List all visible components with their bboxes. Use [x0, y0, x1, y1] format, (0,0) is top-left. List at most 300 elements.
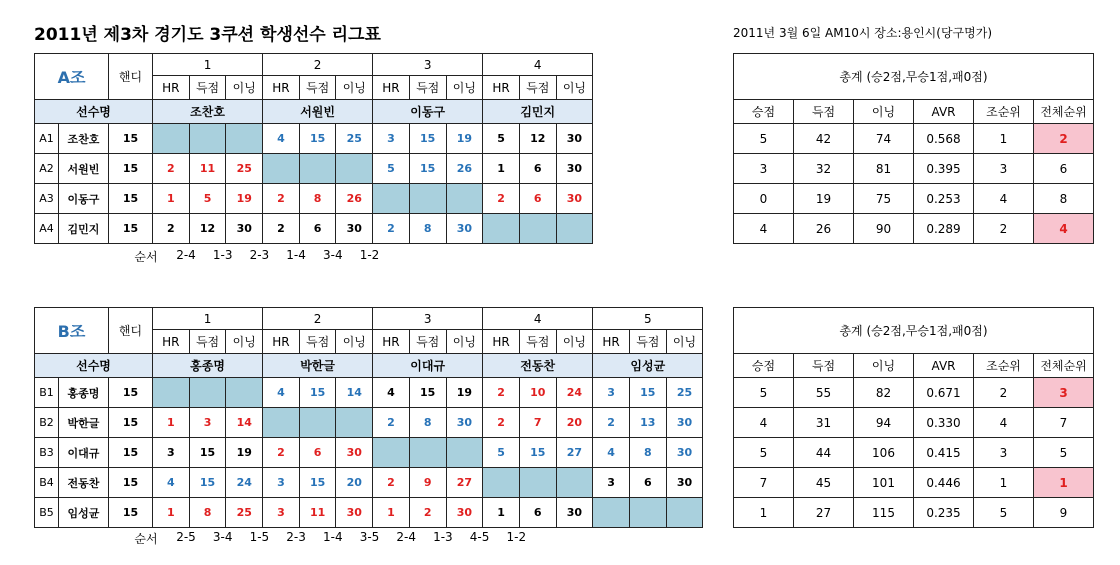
totals-column-header: 전체순위 — [1034, 100, 1094, 124]
match-result-cell: 30 — [556, 184, 593, 214]
hr-header: HR — [153, 76, 190, 100]
totals-cell: 0.671 — [914, 378, 974, 408]
group-name: B조 — [35, 308, 109, 354]
match-result-cell: 19 — [446, 124, 483, 154]
match-result-cell: 15 — [409, 154, 446, 184]
match-result-cell: 3 — [153, 438, 190, 468]
player-handi: 15 — [109, 154, 153, 184]
order-item: 1-4 — [286, 248, 306, 262]
match-result-cell: 6 — [519, 184, 556, 214]
totals-column-header: 승점 — [734, 354, 794, 378]
player-handi: 15 — [109, 498, 153, 528]
player-name: 조찬호 — [59, 124, 109, 154]
totals-cell: 0 — [734, 184, 794, 214]
totals-column-header: 승점 — [734, 100, 794, 124]
match-result-cell: 19 — [226, 438, 263, 468]
player-row — [35, 378, 703, 408]
player-handi: 15 — [109, 214, 153, 244]
match-result-cell: 6 — [519, 498, 556, 528]
score-header: 득점 — [409, 330, 446, 354]
totals-cell: 4 — [1034, 214, 1094, 244]
totals-column-header: 조순위 — [974, 354, 1034, 378]
player-row — [35, 468, 703, 498]
hr-header: HR — [373, 76, 410, 100]
match-result-cell: 25 — [226, 498, 263, 528]
match-result-cell: 1 — [483, 154, 520, 184]
match-result-cell: 30 — [446, 408, 483, 438]
order-item: 2-5 — [176, 530, 196, 544]
player-row — [35, 214, 593, 244]
totals-cell: 42 — [794, 124, 854, 154]
totals-cell: 4 — [974, 184, 1034, 214]
totals-cell: 26 — [794, 214, 854, 244]
order-item: 3-4 — [322, 248, 343, 262]
totals-cell: 1 — [974, 468, 1034, 498]
match-result-cell: 8 — [409, 214, 446, 244]
totals-cell: 0.235 — [914, 498, 974, 528]
order-item: 2-4 — [396, 530, 416, 544]
totals-cell: 1 — [734, 498, 794, 528]
match-result-cell: 26 — [336, 184, 373, 214]
inning-header: 이닝 — [336, 330, 373, 354]
totals-cell: 115 — [854, 498, 914, 528]
self-match-cell — [556, 214, 593, 244]
match-result-cell: 26 — [446, 154, 483, 184]
player-code: B4 — [35, 468, 59, 498]
group-name: A조 — [35, 54, 109, 100]
totals-row — [734, 408, 1094, 438]
opponent-number-header: 1 — [153, 54, 263, 76]
match-result-cell: 20 — [336, 468, 373, 498]
match-result-cell: 15 — [299, 124, 336, 154]
order-item: 1-5 — [249, 530, 270, 544]
totals-cell: 81 — [854, 154, 914, 184]
match-result-cell: 30 — [666, 438, 703, 468]
match-result-cell: 15 — [189, 438, 226, 468]
match-result-cell: 19 — [226, 184, 263, 214]
match-result-cell: 8 — [409, 408, 446, 438]
player-code: A1 — [35, 124, 59, 154]
player-row — [35, 498, 703, 528]
match-result-cell: 14 — [226, 408, 263, 438]
self-match-cell — [409, 184, 446, 214]
totals-cell: 75 — [854, 184, 914, 214]
match-result-cell: 3 — [189, 408, 226, 438]
totals-cell: 0.289 — [914, 214, 974, 244]
totals-cell: 82 — [854, 378, 914, 408]
opponent-number-header: 1 — [153, 308, 263, 330]
totals-cell: 4 — [734, 408, 794, 438]
match-result-cell: 30 — [556, 154, 593, 184]
totals-cell: 19 — [794, 184, 854, 214]
totals-column-header: 득점 — [794, 100, 854, 124]
order-item: 1-3 — [212, 248, 233, 262]
match-result-cell: 5 — [189, 184, 226, 214]
match-result-cell: 6 — [299, 438, 336, 468]
player-handi: 15 — [109, 408, 153, 438]
self-match-cell — [519, 214, 556, 244]
totals-cell: 0.415 — [914, 438, 974, 468]
totals-cell: 1 — [1034, 468, 1094, 498]
match-result-cell: 30 — [446, 498, 483, 528]
match-result-cell: 2 — [373, 408, 410, 438]
match-result-cell: 15 — [629, 378, 666, 408]
totals-cell: 2 — [974, 378, 1034, 408]
match-result-cell: 30 — [336, 498, 373, 528]
score-header: 득점 — [519, 76, 556, 100]
inning-header: 이닝 — [336, 76, 373, 100]
inning-header: 이닝 — [556, 330, 593, 354]
match-result-cell: 11 — [299, 498, 336, 528]
totals-cell: 5 — [734, 438, 794, 468]
order-item: 1-2 — [359, 248, 380, 262]
self-match-cell — [409, 438, 446, 468]
totals-cell: 7 — [1034, 408, 1094, 438]
match-result-cell: 30 — [556, 498, 593, 528]
totals-column-header: AVR — [914, 100, 974, 124]
totals-cell: 6 — [1034, 154, 1094, 184]
match-result-cell: 30 — [446, 214, 483, 244]
opponent-number-header: 3 — [373, 54, 483, 76]
match-result-cell: 10 — [519, 378, 556, 408]
opponent-name-header: 박한글 — [263, 354, 373, 378]
totals-cell: 2 — [974, 214, 1034, 244]
hr-header: HR — [483, 330, 520, 354]
match-result-cell: 8 — [629, 438, 666, 468]
match-result-cell: 15 — [299, 378, 336, 408]
match-result-cell: 3 — [263, 468, 300, 498]
match-result-cell: 27 — [446, 468, 483, 498]
match-result-cell: 15 — [409, 124, 446, 154]
player-handi: 15 — [109, 124, 153, 154]
match-result-cell: 24 — [226, 468, 263, 498]
match-result-cell: 25 — [336, 124, 373, 154]
match-result-cell: 2 — [153, 214, 190, 244]
match-result-cell: 3 — [263, 498, 300, 528]
hr-header: HR — [483, 76, 520, 100]
player-code: A4 — [35, 214, 59, 244]
self-match-cell — [263, 154, 300, 184]
groupA-league-table — [34, 53, 593, 244]
self-match-cell — [556, 468, 593, 498]
inning-header: 이닝 — [226, 76, 263, 100]
self-match-cell — [666, 498, 703, 528]
match-result-cell: 1 — [373, 498, 410, 528]
handi-header: 핸디 — [109, 54, 153, 100]
opponent-number-header: 5 — [593, 308, 703, 330]
player-code: B2 — [35, 408, 59, 438]
match-result-cell: 2 — [153, 154, 190, 184]
totals-cell: 2 — [1034, 124, 1094, 154]
self-match-cell — [189, 378, 226, 408]
player-name-header: 선수명 — [35, 100, 153, 124]
totals-cell: 8 — [1034, 184, 1094, 214]
player-handi: 15 — [109, 468, 153, 498]
match-result-cell: 4 — [263, 124, 300, 154]
order-label: 순서 — [134, 532, 158, 546]
totals-cell: 3 — [734, 154, 794, 184]
inning-header: 이닝 — [556, 76, 593, 100]
match-result-cell: 1 — [153, 408, 190, 438]
self-match-cell — [629, 498, 666, 528]
player-row — [35, 408, 703, 438]
self-match-cell — [519, 468, 556, 498]
totals-cell: 55 — [794, 378, 854, 408]
match-result-cell: 2 — [373, 214, 410, 244]
match-result-cell: 15 — [409, 378, 446, 408]
totals-cell: 3 — [974, 154, 1034, 184]
match-result-cell: 11 — [189, 154, 226, 184]
order-item: 3-5 — [359, 530, 380, 544]
match-result-cell: 12 — [519, 124, 556, 154]
self-match-cell — [153, 378, 190, 408]
match-result-cell: 2 — [483, 184, 520, 214]
self-match-cell — [299, 154, 336, 184]
totals-cell: 90 — [854, 214, 914, 244]
hr-header: HR — [153, 330, 190, 354]
match-result-cell: 6 — [519, 154, 556, 184]
totals-cell: 74 — [854, 124, 914, 154]
order-item: 2-4 — [176, 248, 196, 262]
totals-row — [734, 468, 1094, 498]
opponent-name-header: 김민지 — [483, 100, 593, 124]
order-item: 4-5 — [469, 530, 490, 544]
opponent-number-header: 2 — [263, 54, 373, 76]
match-result-cell: 4 — [373, 378, 410, 408]
inning-header: 이닝 — [446, 330, 483, 354]
player-row — [35, 154, 593, 184]
match-result-cell: 4 — [263, 378, 300, 408]
opponent-number-header: 3 — [373, 308, 483, 330]
match-result-cell: 1 — [153, 498, 190, 528]
page-title: 2011년 제3차 경기도 3쿠션 학생선수 리그표 — [34, 25, 381, 45]
totals-column-header: 조순위 — [974, 100, 1034, 124]
totals-cell: 4 — [974, 408, 1034, 438]
hr-header: HR — [373, 330, 410, 354]
totals-cell: 9 — [1034, 498, 1094, 528]
match-result-cell: 5 — [483, 124, 520, 154]
totals-cell: 5 — [734, 378, 794, 408]
totals-row — [734, 154, 1094, 184]
self-match-cell — [153, 124, 190, 154]
match-result-cell: 2 — [593, 408, 630, 438]
groupA-totals-table — [733, 53, 1094, 244]
match-result-cell: 3 — [373, 124, 410, 154]
totals-cell: 45 — [794, 468, 854, 498]
hr-header: HR — [263, 76, 300, 100]
self-match-cell — [483, 468, 520, 498]
match-result-cell: 20 — [556, 408, 593, 438]
totals-cell: 5 — [1034, 438, 1094, 468]
match-result-cell: 13 — [629, 408, 666, 438]
totals-row — [734, 214, 1094, 244]
totals-row — [734, 124, 1094, 154]
totals-cell: 0.253 — [914, 184, 974, 214]
match-result-cell: 6 — [299, 214, 336, 244]
player-code: B1 — [35, 378, 59, 408]
totals-column-header: AVR — [914, 354, 974, 378]
inning-header: 이닝 — [666, 330, 703, 354]
player-row — [35, 124, 593, 154]
score-header: 득점 — [299, 76, 336, 100]
opponent-number-header: 2 — [263, 308, 373, 330]
player-name: 이동구 — [59, 184, 109, 214]
score-header: 득점 — [299, 330, 336, 354]
self-match-cell — [336, 408, 373, 438]
match-result-cell: 2 — [483, 408, 520, 438]
match-result-cell: 30 — [226, 214, 263, 244]
match-result-cell: 1 — [483, 498, 520, 528]
totals-cell: 106 — [854, 438, 914, 468]
match-result-cell: 1 — [153, 184, 190, 214]
self-match-cell — [226, 124, 263, 154]
match-result-cell: 30 — [666, 408, 703, 438]
match-result-cell: 30 — [556, 124, 593, 154]
totals-cell: 94 — [854, 408, 914, 438]
player-name: 이대규 — [59, 438, 109, 468]
player-name-header: 선수명 — [35, 354, 153, 378]
opponent-name-header: 서원빈 — [263, 100, 373, 124]
match-result-cell: 12 — [189, 214, 226, 244]
player-name: 박한글 — [59, 408, 109, 438]
totals-cell: 3 — [1034, 378, 1094, 408]
opponent-name-header: 이대규 — [373, 354, 483, 378]
totals-row — [734, 438, 1094, 468]
totals-row — [734, 498, 1094, 528]
player-code: A2 — [35, 154, 59, 184]
self-match-cell — [446, 184, 483, 214]
match-result-cell: 5 — [373, 154, 410, 184]
player-name: 김민지 — [59, 214, 109, 244]
totals-cell: 5 — [734, 124, 794, 154]
match-result-cell: 3 — [593, 468, 630, 498]
opponent-number-header: 4 — [483, 308, 593, 330]
opponent-name-header: 조찬호 — [153, 100, 263, 124]
order-item: 2-3 — [249, 248, 270, 262]
match-result-cell: 30 — [666, 468, 703, 498]
player-name: 전동찬 — [59, 468, 109, 498]
opponent-name-header: 전동찬 — [483, 354, 593, 378]
order-item: 3-4 — [212, 530, 233, 544]
player-code: A3 — [35, 184, 59, 214]
match-result-cell: 2 — [373, 468, 410, 498]
match-result-cell: 3 — [593, 378, 630, 408]
match-result-cell: 6 — [629, 468, 666, 498]
match-result-cell: 30 — [336, 214, 373, 244]
totals-cell: 32 — [794, 154, 854, 184]
totals-cell: 3 — [974, 438, 1034, 468]
match-result-cell: 15 — [299, 468, 336, 498]
totals-cell: 1 — [974, 124, 1034, 154]
order-label: 순서 — [134, 250, 158, 264]
totals-cell: 5 — [974, 498, 1034, 528]
match-result-cell: 2 — [263, 438, 300, 468]
match-result-cell: 5 — [483, 438, 520, 468]
match-result-cell: 7 — [519, 408, 556, 438]
totals-cell: 0.330 — [914, 408, 974, 438]
order-item: 1-4 — [322, 530, 343, 544]
score-header: 득점 — [189, 76, 226, 100]
event-info: 2011년 3월 6일 AM10시 장소:용인시(당구명가) — [733, 26, 993, 40]
totals-cell: 7 — [734, 468, 794, 498]
self-match-cell — [226, 378, 263, 408]
match-result-cell: 2 — [409, 498, 446, 528]
totals-row — [734, 184, 1094, 214]
match-result-cell: 4 — [593, 438, 630, 468]
self-match-cell — [446, 438, 483, 468]
match-result-cell: 4 — [153, 468, 190, 498]
player-row — [35, 184, 593, 214]
opponent-name-header: 임성균 — [593, 354, 703, 378]
totals-column-header: 전체순위 — [1034, 354, 1094, 378]
score-header: 득점 — [629, 330, 666, 354]
inning-header: 이닝 — [446, 76, 483, 100]
match-result-cell: 15 — [519, 438, 556, 468]
totals-column-header: 득점 — [794, 354, 854, 378]
player-name: 임성균 — [59, 498, 109, 528]
groupB-league-table — [34, 307, 703, 528]
totals-cell: 0.568 — [914, 124, 974, 154]
totals-cell: 0.446 — [914, 468, 974, 498]
groupB-totals-table — [733, 307, 1094, 528]
self-match-cell — [336, 154, 373, 184]
self-match-cell — [593, 498, 630, 528]
player-code: B3 — [35, 438, 59, 468]
self-match-cell — [299, 408, 336, 438]
totals-cell: 101 — [854, 468, 914, 498]
self-match-cell — [189, 124, 226, 154]
match-result-cell: 25 — [226, 154, 263, 184]
order-item: 2-3 — [286, 530, 306, 544]
opponent-name-header: 홍종명 — [153, 354, 263, 378]
opponent-number-header: 4 — [483, 54, 593, 76]
self-match-cell — [263, 408, 300, 438]
match-result-cell: 24 — [556, 378, 593, 408]
self-match-cell — [483, 214, 520, 244]
match-result-cell: 14 — [336, 378, 373, 408]
totals-header: 총계 (승2점,무승1점,패0점) — [734, 308, 1094, 354]
match-result-cell: 30 — [336, 438, 373, 468]
match-result-cell: 8 — [299, 184, 336, 214]
player-code: B5 — [35, 498, 59, 528]
hr-header: HR — [593, 330, 630, 354]
player-name: 서원빈 — [59, 154, 109, 184]
opponent-name-header: 이동구 — [373, 100, 483, 124]
totals-cell: 31 — [794, 408, 854, 438]
self-match-cell — [373, 438, 410, 468]
player-handi: 15 — [109, 378, 153, 408]
totals-column-header: 이닝 — [854, 100, 914, 124]
inning-header: 이닝 — [226, 330, 263, 354]
score-header: 득점 — [189, 330, 226, 354]
totals-cell: 44 — [794, 438, 854, 468]
match-result-cell: 9 — [409, 468, 446, 498]
handi-header: 핸디 — [109, 308, 153, 354]
match-result-cell: 2 — [483, 378, 520, 408]
player-name: 홍종명 — [59, 378, 109, 408]
totals-cell: 0.395 — [914, 154, 974, 184]
order-item: 1-2 — [506, 530, 527, 544]
totals-row — [734, 378, 1094, 408]
totals-header: 총계 (승2점,무승1점,패0점) — [734, 54, 1094, 100]
order-item: 1-3 — [433, 530, 453, 544]
player-row — [35, 438, 703, 468]
totals-cell: 27 — [794, 498, 854, 528]
player-handi: 15 — [109, 438, 153, 468]
match-result-cell: 25 — [666, 378, 703, 408]
score-header: 득점 — [519, 330, 556, 354]
match-result-cell: 15 — [189, 468, 226, 498]
